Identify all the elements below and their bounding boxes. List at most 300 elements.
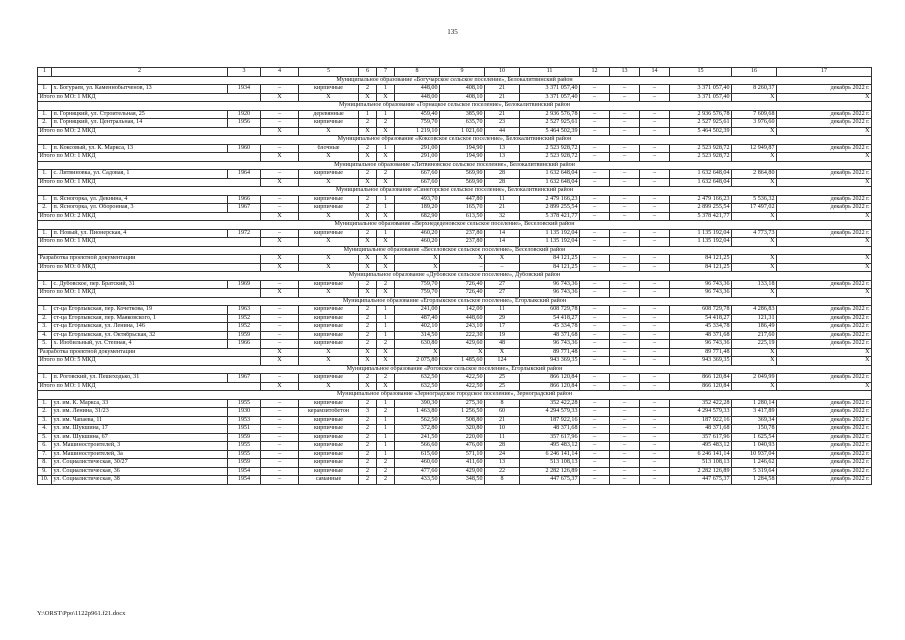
table-cell: – [640, 263, 670, 272]
table-cell: X [261, 382, 299, 391]
table-cell: – [580, 399, 610, 408]
section-title: Муниципальное образование «Богучарское сельское поселение», Белокалитвинский район [38, 76, 872, 85]
table-cell: 1 135 192,04 [670, 229, 732, 238]
total-label: Итого по МО: 1 МКД [38, 93, 261, 102]
table-cell: 1 [377, 306, 395, 315]
table-cell: 1. [38, 170, 52, 179]
table-cell: 48 371,68 [520, 331, 580, 340]
table-cell: 1920 [228, 110, 261, 119]
table-cell: 5 464 502,39 [670, 127, 732, 136]
table-cell: – [580, 195, 610, 204]
table-cell: 84 121,25 [670, 263, 732, 272]
table-cell: кирпичные [299, 323, 359, 332]
table-cell: X [261, 289, 299, 298]
total-row [38, 127, 872, 136]
table-cell: 96 743,36 [520, 280, 580, 289]
table-cell: 495 483,12 [670, 442, 732, 451]
table-cell: 1 246,62 [732, 459, 777, 468]
table-cell: X [261, 357, 299, 366]
column-number-cell: 17 [777, 68, 872, 77]
table-cell: 608 729,78 [520, 306, 580, 315]
table-cell: 17 [485, 323, 520, 332]
table-cell: – [610, 85, 640, 94]
section-header-row [38, 365, 872, 374]
table-cell: 54 418,27 [520, 314, 580, 323]
table-cell: 217,60 [732, 331, 777, 340]
total-label: Итого по МО: 2 МКД [38, 127, 261, 136]
table-cell: 2 [359, 331, 377, 340]
section-header-row [38, 161, 872, 170]
table-cell: 1 219,10 [395, 127, 440, 136]
table-cell: 13 [485, 144, 520, 153]
table-cell: 121,31 [732, 314, 777, 323]
table-row [38, 331, 872, 340]
table-cell: X [261, 127, 299, 136]
table-cell: 569,90 [440, 170, 485, 179]
table-cell: кирпичные [299, 374, 359, 383]
table-cell: X [777, 348, 872, 357]
table-cell: – [640, 374, 670, 383]
table-cell: – [580, 153, 610, 162]
table-cell: – [640, 467, 670, 476]
total-label: Итого по МО: 1 МКД [38, 289, 261, 298]
table-cell: кирпичные [299, 433, 359, 442]
table-cell: декабрь 2022 г. [777, 425, 872, 434]
total-row [38, 212, 872, 221]
table-cell: 5. [38, 433, 52, 442]
table-cell: п. Роговский, ул. Пешеходько, 31 [52, 374, 228, 383]
table-cell: 320,80 [440, 425, 485, 434]
table-cell: – [640, 450, 670, 459]
table-cell: 11 [485, 195, 520, 204]
table-cell: 1953 [228, 416, 261, 425]
table-cell: 667,60 [395, 178, 440, 187]
table-cell: – [261, 229, 299, 238]
table-cell: – [610, 348, 640, 357]
table-cell: 5 378 421,77 [520, 212, 580, 221]
table-cell: 96 743,36 [670, 280, 732, 289]
table-cell: 275,30 [440, 399, 485, 408]
table-cell: – [610, 127, 640, 136]
table-cell: – [261, 459, 299, 468]
table-cell: 8 [485, 399, 520, 408]
total-label: Итого по МО: 0 МКД [38, 263, 261, 272]
table-cell: 460,20 [395, 238, 440, 247]
table-cell: – [640, 340, 670, 349]
table-cell: 2 [359, 433, 377, 442]
table-cell: 630,80 [395, 340, 440, 349]
table-cell: 408,10 [440, 93, 485, 102]
table-cell: X [261, 212, 299, 221]
table-cell: 1 632 648,04 [670, 170, 732, 179]
total-row [38, 357, 872, 366]
table-cell: 1. [38, 306, 52, 315]
table-cell: X [395, 255, 440, 264]
column-number-cell: 10 [485, 68, 520, 77]
table-cell: – [610, 178, 640, 187]
table-cell: 1 135 192,04 [520, 229, 580, 238]
table-cell: 2 [359, 119, 377, 128]
table-cell: – [610, 442, 640, 451]
table-cell: – [640, 178, 670, 187]
table-cell: 6 246 141,14 [520, 450, 580, 459]
table-cell: 2 [359, 425, 377, 434]
table-cell: 448,00 [395, 93, 440, 102]
table-cell: 1 135 192,04 [520, 238, 580, 247]
table-row [38, 340, 872, 349]
table-cell: 187 922,16 [670, 416, 732, 425]
table-cell: 1959 [228, 433, 261, 442]
table-cell: X [359, 212, 377, 221]
table-cell: – [580, 408, 610, 417]
table-cell: 22 [485, 467, 520, 476]
section-header-row [38, 272, 872, 281]
table-cell: X [395, 348, 440, 357]
table-cell: ул. Социалистическая, 36 [52, 467, 228, 476]
table-cell: 866 120,84 [520, 374, 580, 383]
total-label: Разработка проектной документации [38, 255, 261, 264]
table-cell: 2 [377, 374, 395, 383]
table-cell: 187 922,16 [520, 416, 580, 425]
table-cell: 1963 [228, 306, 261, 315]
table-cell: декабрь 2022 г. [777, 476, 872, 485]
table-cell: 25 [485, 382, 520, 391]
table-cell: 2 [359, 450, 377, 459]
table-cell: 2 [377, 408, 395, 417]
table-cell: X [732, 153, 777, 162]
table-cell: 372,80 [395, 425, 440, 434]
table-cell: 1 [377, 110, 395, 119]
table-cell: керамзитобетон [299, 408, 359, 417]
table-cell: – [261, 119, 299, 128]
table-cell: – [580, 93, 610, 102]
table-cell: 2 [359, 314, 377, 323]
table-cell: 943 369,35 [670, 357, 732, 366]
table-cell: 96 743,36 [670, 289, 732, 298]
table-cell: 2 899 255,54 [520, 204, 580, 213]
table-cell: X [261, 178, 299, 187]
table-cell: декабрь 2022 г. [777, 408, 872, 417]
section-title: Муниципальное образование «Коксовское сельское поселение», Белокалитвинский район [38, 136, 872, 145]
table-cell: 1 632 648,04 [670, 178, 732, 187]
table-cell: 2 [359, 85, 377, 94]
table-cell: 1972 [228, 229, 261, 238]
table-cell: 48 371,68 [520, 425, 580, 434]
total-row [38, 238, 872, 247]
table-cell: 28 [485, 442, 520, 451]
table-cell: X [777, 357, 872, 366]
table-cell: х. Изобильный, ул. Степная, 4 [52, 340, 228, 349]
table-cell: – [610, 144, 640, 153]
table-cell: 495 483,12 [520, 442, 580, 451]
table-cell: 613,50 [440, 212, 485, 221]
table-cell: 48 [485, 340, 520, 349]
table-cell: – [610, 374, 640, 383]
table-cell: 726,40 [440, 289, 485, 298]
total-row [38, 153, 872, 162]
table-cell: 2 527 925,61 [520, 119, 580, 128]
table-cell: – [610, 255, 640, 264]
table-cell: 7. [38, 450, 52, 459]
table-cell: 2 936 576,78 [520, 110, 580, 119]
table-cell: 1 [377, 450, 395, 459]
table-cell: 2 [359, 204, 377, 213]
table-cell: – [580, 416, 610, 425]
table-cell: 3 976,60 [732, 119, 777, 128]
table-cell: 1955 [228, 442, 261, 451]
table-cell: 2 479 166,23 [520, 195, 580, 204]
column-number-cell: 12 [580, 68, 610, 77]
table-cell: – [580, 323, 610, 332]
table-cell: 429,60 [440, 340, 485, 349]
table-cell: 385,90 [440, 110, 485, 119]
section-header-row [38, 246, 872, 255]
table-cell: – [261, 450, 299, 459]
table-cell: 44 [485, 127, 520, 136]
table-cell: – [640, 289, 670, 298]
table-cell: – [610, 314, 640, 323]
table-cell: – [580, 212, 610, 221]
table-cell: 8 260,37 [732, 85, 777, 94]
table-cell: 448,60 [440, 314, 485, 323]
table-cell: X [261, 255, 299, 264]
table-cell: декабрь 2022 г. [777, 416, 872, 425]
table-cell: X [732, 357, 777, 366]
table-cell: 1 [377, 442, 395, 451]
table-cell: – [261, 467, 299, 476]
table-cell: 3 371 057,40 [670, 93, 732, 102]
table-cell: кирпичные [299, 85, 359, 94]
table-cell: – [610, 119, 640, 128]
column-number-cell: 9 [440, 68, 485, 77]
table-cell: – [261, 425, 299, 434]
table-cell: – [610, 425, 640, 434]
table-cell: – [261, 204, 299, 213]
table-cell: 1 [377, 323, 395, 332]
table-cell: кирпичные [299, 229, 359, 238]
table-cell: X [359, 238, 377, 247]
table-cell: ст-ца Егорлыкская, пер. Кочеткова, 19 [52, 306, 228, 315]
table-cell: 241,00 [395, 306, 440, 315]
table-cell: – [580, 314, 610, 323]
table-cell: декабрь 2022 г. [777, 144, 872, 153]
table-cell: X [777, 178, 872, 187]
table-cell: 2 282 126,89 [520, 467, 580, 476]
table-cell: 89 771,48 [670, 348, 732, 357]
table-cell: 1 135 192,04 [670, 238, 732, 247]
table-cell: 943 369,35 [520, 357, 580, 366]
table-cell: 96 743,36 [520, 289, 580, 298]
table-row [38, 170, 872, 179]
table-cell: – [640, 416, 670, 425]
table-cell: – [261, 433, 299, 442]
table-cell: кирпичные [299, 450, 359, 459]
table-row [38, 110, 872, 119]
table-cell: 28 [485, 178, 520, 187]
table-cell: декабрь 2022 г. [777, 314, 872, 323]
table-cell: 32 [485, 212, 520, 221]
table-cell: X [377, 238, 395, 247]
table-cell: – [610, 212, 640, 221]
table-cell: 10 [485, 425, 520, 434]
table-cell: декабрь 2022 г. [777, 459, 872, 468]
table-cell: 2 [359, 229, 377, 238]
table-cell: кирпичные [299, 314, 359, 323]
table-cell: п. Горняцкий, ул. Центральная, 14 [52, 119, 228, 128]
table-cell: 291,00 [395, 153, 440, 162]
table-cell: X [377, 357, 395, 366]
table-cell: – [261, 170, 299, 179]
table-row [38, 374, 872, 383]
table-cell: – [640, 323, 670, 332]
table-cell: X [377, 348, 395, 357]
table-cell: 448,00 [395, 85, 440, 94]
table-cell: 1. [38, 195, 52, 204]
table-cell: деревянные [299, 110, 359, 119]
table-cell: 566,60 [395, 442, 440, 451]
table-cell: – [580, 433, 610, 442]
table-cell: кирпичные [299, 331, 359, 340]
table-cell: 2 [377, 459, 395, 468]
table-cell: – [580, 374, 610, 383]
table-cell: 352 422,28 [670, 399, 732, 408]
table-cell: 189,20 [395, 204, 440, 213]
table-cell: 243,10 [440, 323, 485, 332]
table-cell: – [580, 263, 610, 272]
table-cell: 408,10 [440, 85, 485, 94]
table-cell: 3. [38, 416, 52, 425]
table-cell: – [640, 255, 670, 264]
table-cell: X [777, 255, 872, 264]
table-row [38, 450, 872, 459]
table-cell: – [610, 153, 640, 162]
table-cell: X [299, 263, 359, 272]
table-cell: – [580, 340, 610, 349]
table-cell: 19 [485, 331, 520, 340]
column-number-cell: 6 [359, 68, 377, 77]
table-cell: X [299, 93, 359, 102]
table-cell: – [640, 459, 670, 468]
page-number: 135 [447, 28, 458, 36]
table-cell: 142,00 [440, 306, 485, 315]
table-cell: 237,80 [440, 229, 485, 238]
table-cell: 562,50 [395, 416, 440, 425]
table-cell: 759,70 [395, 289, 440, 298]
table-cell: 402,10 [395, 323, 440, 332]
table-cell: 4 294 579,33 [670, 408, 732, 417]
table-cell: ст-ца Егорлыкская, пер. Маяковского, 1 [52, 314, 228, 323]
table-row [38, 144, 872, 153]
table-cell: 2 [359, 399, 377, 408]
table-cell: X [732, 263, 777, 272]
table-cell: – [261, 110, 299, 119]
table-cell: X [359, 93, 377, 102]
table-cell: – [580, 229, 610, 238]
table-cell: 2. [38, 119, 52, 128]
table-cell: X [732, 255, 777, 264]
table-cell: ул. им. Шукшина, 67 [52, 433, 228, 442]
table-cell: – [580, 306, 610, 315]
table-cell: 508,80 [440, 416, 485, 425]
table-cell: саманные [299, 476, 359, 485]
table-cell: 3 371 057,40 [520, 85, 580, 94]
column-number-cell: 15 [670, 68, 732, 77]
table-row [38, 416, 872, 425]
table-cell: 352 422,28 [520, 399, 580, 408]
column-number-cell: 7 [377, 68, 395, 77]
table-cell: – [610, 416, 640, 425]
table-cell: X [377, 382, 395, 391]
table-cell: 2 523 928,72 [670, 144, 732, 153]
table-cell: – [580, 382, 610, 391]
table-cell: 1952 [228, 323, 261, 332]
table-row [38, 408, 872, 417]
table-cell: 1 [377, 144, 395, 153]
table-cell: – [640, 93, 670, 102]
section-header-row [38, 76, 872, 85]
table-cell: 571,10 [440, 450, 485, 459]
section-header-row [38, 187, 872, 196]
table-cell: 667,60 [395, 170, 440, 179]
table-cell: – [640, 306, 670, 315]
total-label: Итого по МО: 1 МКД [38, 382, 261, 391]
table-cell: X [359, 289, 377, 298]
table-cell: – [640, 357, 670, 366]
table-cell: – [640, 280, 670, 289]
table-cell: – [640, 127, 670, 136]
table-cell: 194,90 [440, 144, 485, 153]
table-cell: 866 120,84 [670, 382, 732, 391]
table-cell: 493,70 [395, 195, 440, 204]
table-cell: X [261, 238, 299, 247]
table-cell: X [732, 178, 777, 187]
table-cell: – [640, 229, 670, 238]
table-cell: X [377, 153, 395, 162]
table-cell: – [610, 323, 640, 332]
total-row [38, 255, 872, 264]
table-cell: 487,40 [395, 314, 440, 323]
total-label: Итого по МО: 1 МКД [38, 153, 261, 162]
table-cell: – [610, 467, 640, 476]
table-cell: 1 [377, 314, 395, 323]
table-row [38, 119, 872, 128]
table-cell: ул. Машиностроителей, 3 [52, 442, 228, 451]
table-cell: – [580, 331, 610, 340]
table-cell: декабрь 2022 г. [777, 280, 872, 289]
table-row [38, 442, 872, 451]
table-cell: 1 [377, 433, 395, 442]
table-cell: 369,34 [732, 416, 777, 425]
table-cell: – [610, 280, 640, 289]
table-cell: 4. [38, 331, 52, 340]
table-cell: 54 418,27 [670, 314, 732, 323]
table-cell: 241,50 [395, 433, 440, 442]
table-cell: 2 [377, 476, 395, 485]
table-cell: 1959 [228, 459, 261, 468]
table-cell: – [580, 170, 610, 179]
table-cell: 1 [377, 204, 395, 213]
total-row [38, 382, 872, 391]
table-cell: п. Ясногорка, ул. Оборонная, 3 [52, 204, 228, 213]
table-cell: 1967 [228, 204, 261, 213]
table-cell: 11 [485, 433, 520, 442]
table-cell: 1967 [228, 374, 261, 383]
table-cell: X [485, 348, 520, 357]
table-cell: X [732, 382, 777, 391]
table-cell: 2 075,80 [395, 357, 440, 366]
table-cell: – [580, 467, 610, 476]
table-row [38, 323, 872, 332]
